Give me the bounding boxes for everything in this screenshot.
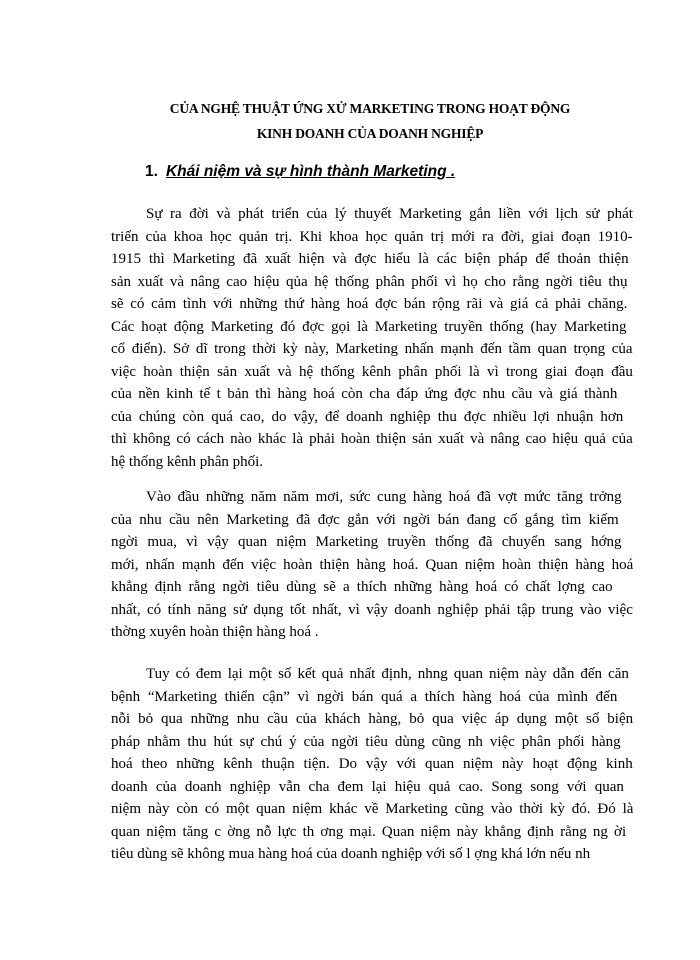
- paragraph-line: thì không có cách nào khác là phải hoàn thiện sản xuất và nâng cao hiệu quả của: [111, 431, 633, 447]
- document-title-line-2: KINH DOANH CỦA DOANH NGHIỆP: [256, 126, 484, 141]
- paragraph-line: của nhu cầu nên Marketing đã đợc gắn với ngời bán đang cố gắng tìm kiếm: [111, 511, 619, 528]
- paragraph-line: hệ thống kênh phân phối.: [111, 453, 264, 470]
- paragraph-line: 1915 thì Marketing đã xuất hiện và đợc hiểu là các biện pháp để thoản thiện: [111, 251, 629, 267]
- paragraph-line: Tuy có đem lại một số kết quả nhất định, nhng quan niệm này dẫn đến căn: [146, 666, 629, 682]
- paragraph-line: bệnh “Marketing thiển cận” vì ngời bán quá a thích hàng hoá của mình đến: [111, 688, 618, 705]
- document-title-line-1: CỦA NGHỆ THUẬT ỨNG XỬ MARKETING TRONG HOẠT ĐỘNG: [169, 101, 571, 116]
- paragraph-line: hoá theo những kênh thuận tiện. Do vậy với quan niệm này hoạt động kinh: [111, 756, 633, 772]
- paragraph-2: [111, 486, 633, 644]
- paragraph-line: mới, nhấn mạnh đến việc hoàn thiện hàng hoá. Quan niệm hoàn thiện hàng hoá: [111, 556, 634, 573]
- paragraph-line: doanh của doanh nghiệp vẫn cha đem lại hiệu quả cao. Song song với quan: [111, 778, 624, 795]
- section-heading: [145, 163, 455, 181]
- paragraph-line: việc hoàn thiện sản xuất và hệ thống kênh phân phối là vì trong giai đoạn đầu: [111, 363, 633, 380]
- paragraph-line: của nền kinh tế t bản thì hàng hoá còn cha đáp ứng đợc nhu cầu và giá thành: [111, 386, 618, 402]
- paragraph-line: ngời mua, vì vậy quan niệm Marketing truyền thống đã chuyển sang hớng: [111, 534, 622, 550]
- paragraph-line: cổ điển). Sở dĩ trong thời kỳ này, Marketing nhấn mạnh đến tầm quan trọng của: [111, 341, 633, 357]
- paragraph-line: tiêu dùng sẽ không mua hàng hoá của doanh nghiệp với số l ợng khá lớn nếu nh: [111, 846, 591, 862]
- paragraph-line: của chúng còn quá cao, do vậy, để doanh nghiệp thu đợc nhiều lợi nhuận hơn: [111, 408, 624, 425]
- section-heading-text: Khái niệm và sự hình thành Marketing .: [165, 163, 456, 180]
- paragraph-line: Các hoạt động Marketing đó đợc gọi là Marketing truyền thống (hay Marketing: [111, 318, 627, 335]
- paragraph-line: triển của khoa học quản trị. Khi khoa học quản trị mới ra đời, giai đoạn 1910-: [111, 228, 633, 245]
- paragraph-line: nhất, có tính năng sử dụng tốt nhất, vì vậy doanh nghiệp phải tập trung vào việc: [111, 601, 633, 618]
- paragraph-line: khẳng định rằng ngời tiêu dùng sẽ a thích những hàng hoá có chất lợng cao: [111, 579, 613, 595]
- paragraph-line: thờng xuyên hoàn thiện hàng hoá .: [111, 624, 319, 640]
- paragraph-line: sẽ có cảm tình với những thứ hàng hoá đợc bán rộng rãi và giá cả phải chăng.: [111, 296, 628, 312]
- paragraph-line: sản xuất và nâng cao hiệu qủa hệ thống phân phối vì họ cho rằng ngời tiêu thụ: [111, 273, 628, 290]
- paragraph-line: Sự ra đời và phát triển của lý thuyết Marketing gắn liền với lịch sử phát: [146, 206, 633, 222]
- paragraph-line: quan niệm tăng c ờng nỗ lực th ơng mại. Quan niệm này khẳng định rằng ng ời: [111, 823, 627, 840]
- paragraph-line: Vào đầu những năm năm mơi, sức cung hàng hoá đã vợt mức tăng trởng: [146, 489, 622, 505]
- paragraph-line: niệm này còn có một quan niệm khác về Marketing cũng vào thời kỳ đó. Đó là: [111, 801, 634, 817]
- paragraph-1: [111, 203, 633, 473]
- paragraph-3: [111, 663, 633, 866]
- section-number: 1.: [145, 163, 158, 180]
- paragraph-line: nỗi bỏ qua những nhu cầu của khách hàng, bỏ qua việc áp dụng một số biện: [111, 711, 634, 727]
- paragraph-line: pháp nhằm thu hút sự chú ý của ngời tiêu dùng cũng nh việc phân phối hàng: [111, 733, 621, 750]
